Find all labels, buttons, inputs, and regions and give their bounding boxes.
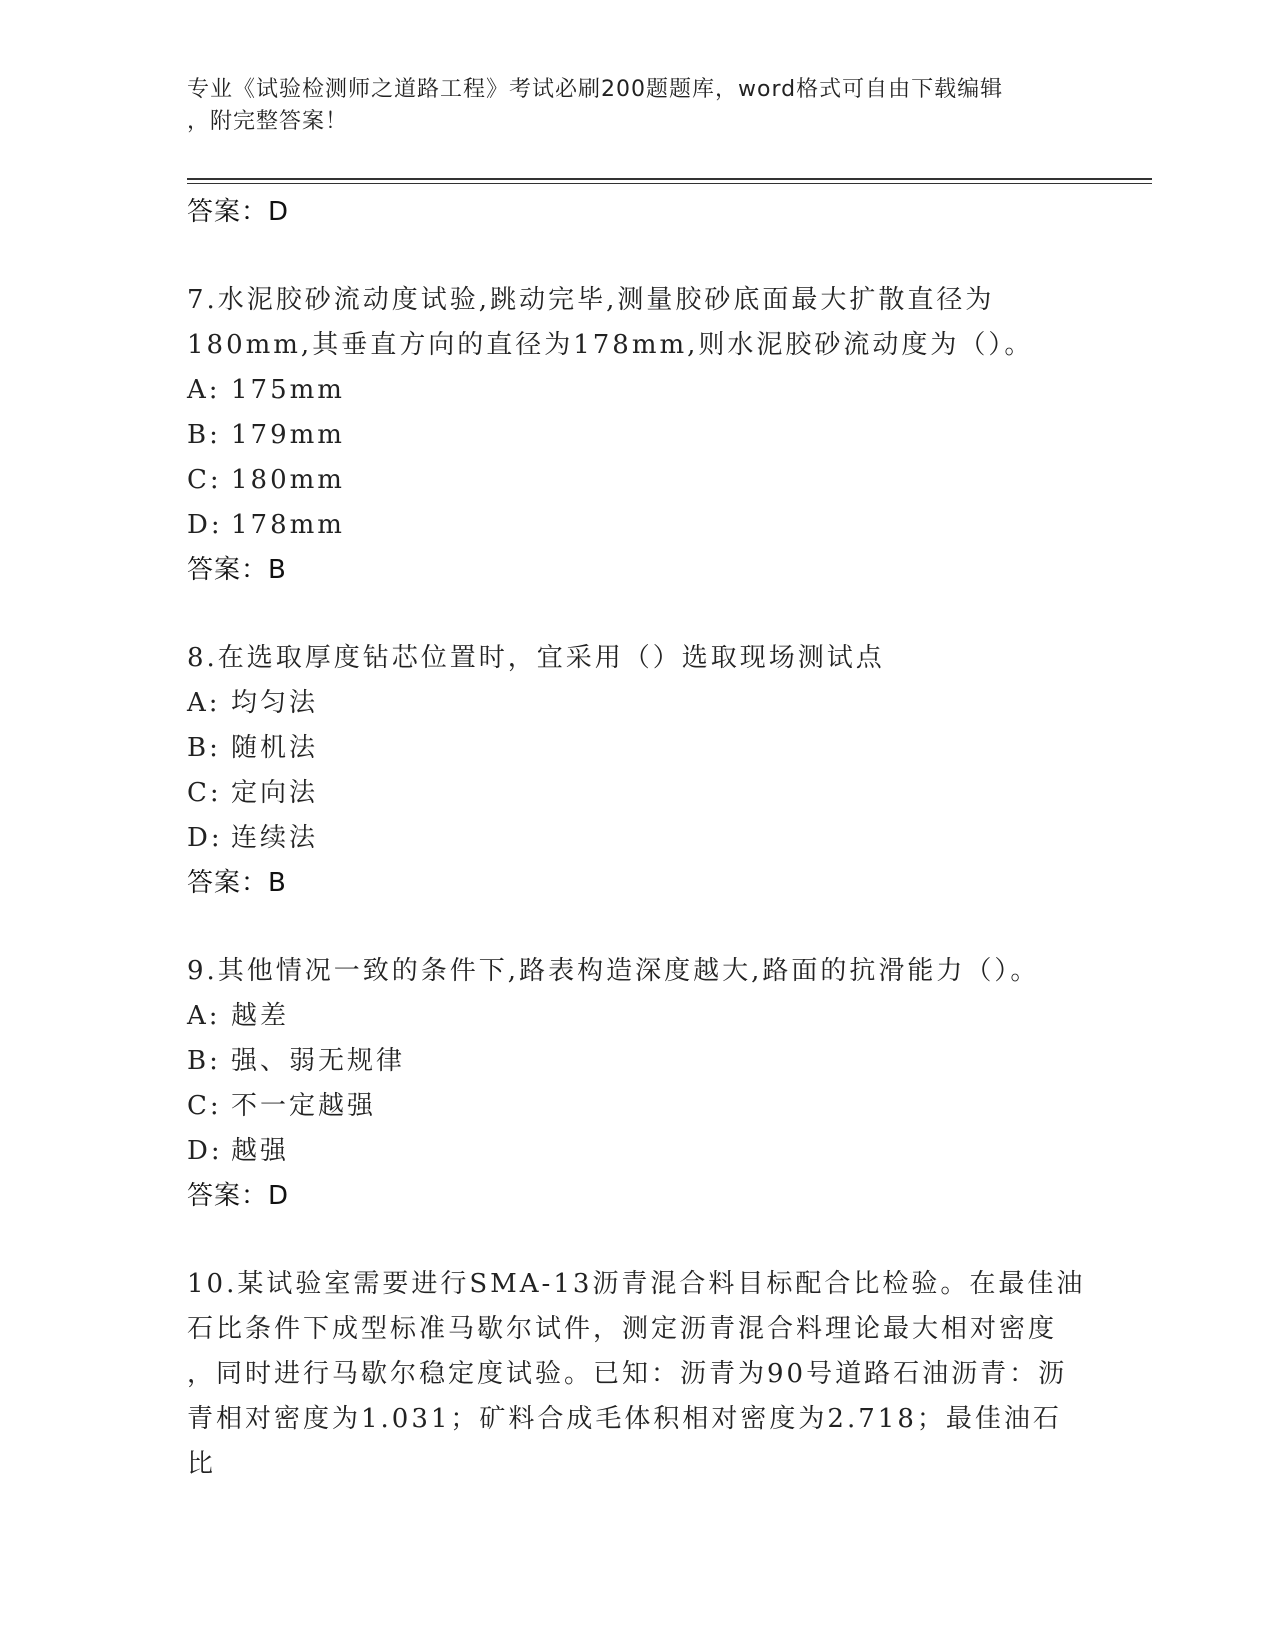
option-c — [187, 1084, 1087, 1129]
answer-line: 答案：D — [187, 1181, 290, 1211]
stem-line: 青相对密度为1.031；矿料合成毛体积相对密度为2.718；最佳油石比 — [187, 1404, 1062, 1479]
option-d — [187, 816, 1087, 861]
stem-line: 8.在选取厚度钻芯位置时，宜采用（）选取现场测试点 — [187, 643, 885, 673]
stem-line: ，同时进行马歇尔稳定度试验。已知：沥青为90号道路石油沥青：沥 — [187, 1359, 1068, 1389]
option-c — [187, 771, 1087, 816]
stem-line: 180mm,其垂直方向的直径为178mm,则水泥胶砂流动度为（）。 — [187, 330, 1034, 360]
answer-line: 答案：B — [187, 555, 287, 585]
option-text: 178mm — [231, 510, 345, 540]
stem-line: 9.其他情况一致的条件下,路表构造深度越大,路面的抗滑能力（）。 — [187, 956, 1040, 986]
header-line-1: 专业《试验检测师之道路工程》考试必刷200题题库，word格式可自由下载编辑 — [187, 77, 1004, 102]
option-label: C: — [187, 1091, 222, 1121]
option-text: 175mm — [231, 375, 345, 405]
question-stem — [187, 278, 1087, 368]
option-label: B: — [187, 733, 221, 763]
option-d — [187, 503, 1087, 548]
option-text: 强、弱无规律 — [231, 1046, 406, 1076]
option-text: 连续法 — [231, 823, 319, 853]
option-text: 不一定越强 — [231, 1091, 377, 1121]
option-a — [187, 368, 1087, 413]
option-b — [187, 1039, 1087, 1084]
option-label: D: — [187, 1136, 223, 1166]
option-text: 180mm — [231, 465, 345, 495]
option-label: A: — [187, 688, 221, 718]
question-block — [187, 949, 1087, 1218]
question-stem — [187, 1262, 1087, 1487]
option-label: D: — [187, 823, 223, 853]
header-line-2: ，附完整答案！ — [187, 109, 349, 134]
option-label: D: — [187, 510, 223, 540]
question-block — [187, 636, 1087, 905]
answer-line: 答案：B — [187, 868, 287, 898]
document-header — [187, 74, 1067, 138]
question-list — [187, 190, 1087, 1487]
answer-line: 答案：D — [187, 197, 290, 227]
question-stem — [187, 636, 1087, 681]
option-b — [187, 413, 1087, 458]
option-c — [187, 458, 1087, 503]
option-d — [187, 1129, 1087, 1174]
stem-line: 7.水泥胶砂流动度试验,跳动完毕,测量胶砂底面最大扩散直径为 — [187, 285, 995, 315]
question-stem — [187, 949, 1087, 994]
question-block — [187, 278, 1087, 592]
option-label: C: — [187, 778, 222, 808]
question-block — [187, 1262, 1087, 1487]
option-label: C: — [187, 465, 222, 495]
option-label: A: — [187, 375, 221, 405]
header-rule-thick — [187, 178, 1152, 180]
option-text: 均匀法 — [231, 688, 319, 718]
option-a — [187, 994, 1087, 1039]
stem-line: 石比条件下成型标准马歇尔试件，测定沥青混合料理论最大相对密度 — [187, 1314, 1058, 1344]
option-text: 越差 — [231, 1001, 290, 1031]
option-label: B: — [187, 420, 221, 450]
option-label: B: — [187, 1046, 221, 1076]
option-label: A: — [187, 1001, 221, 1031]
option-text: 定向法 — [231, 778, 319, 808]
option-text: 179mm — [231, 420, 345, 450]
option-a — [187, 681, 1087, 726]
stem-line: 10.某试验室需要进行SMA-13沥青混合料目标配合比检验。在最佳油 — [187, 1269, 1086, 1299]
option-text: 越强 — [231, 1136, 290, 1166]
option-b — [187, 726, 1087, 771]
option-text: 随机法 — [231, 733, 319, 763]
header-rule-thin — [187, 183, 1152, 184]
